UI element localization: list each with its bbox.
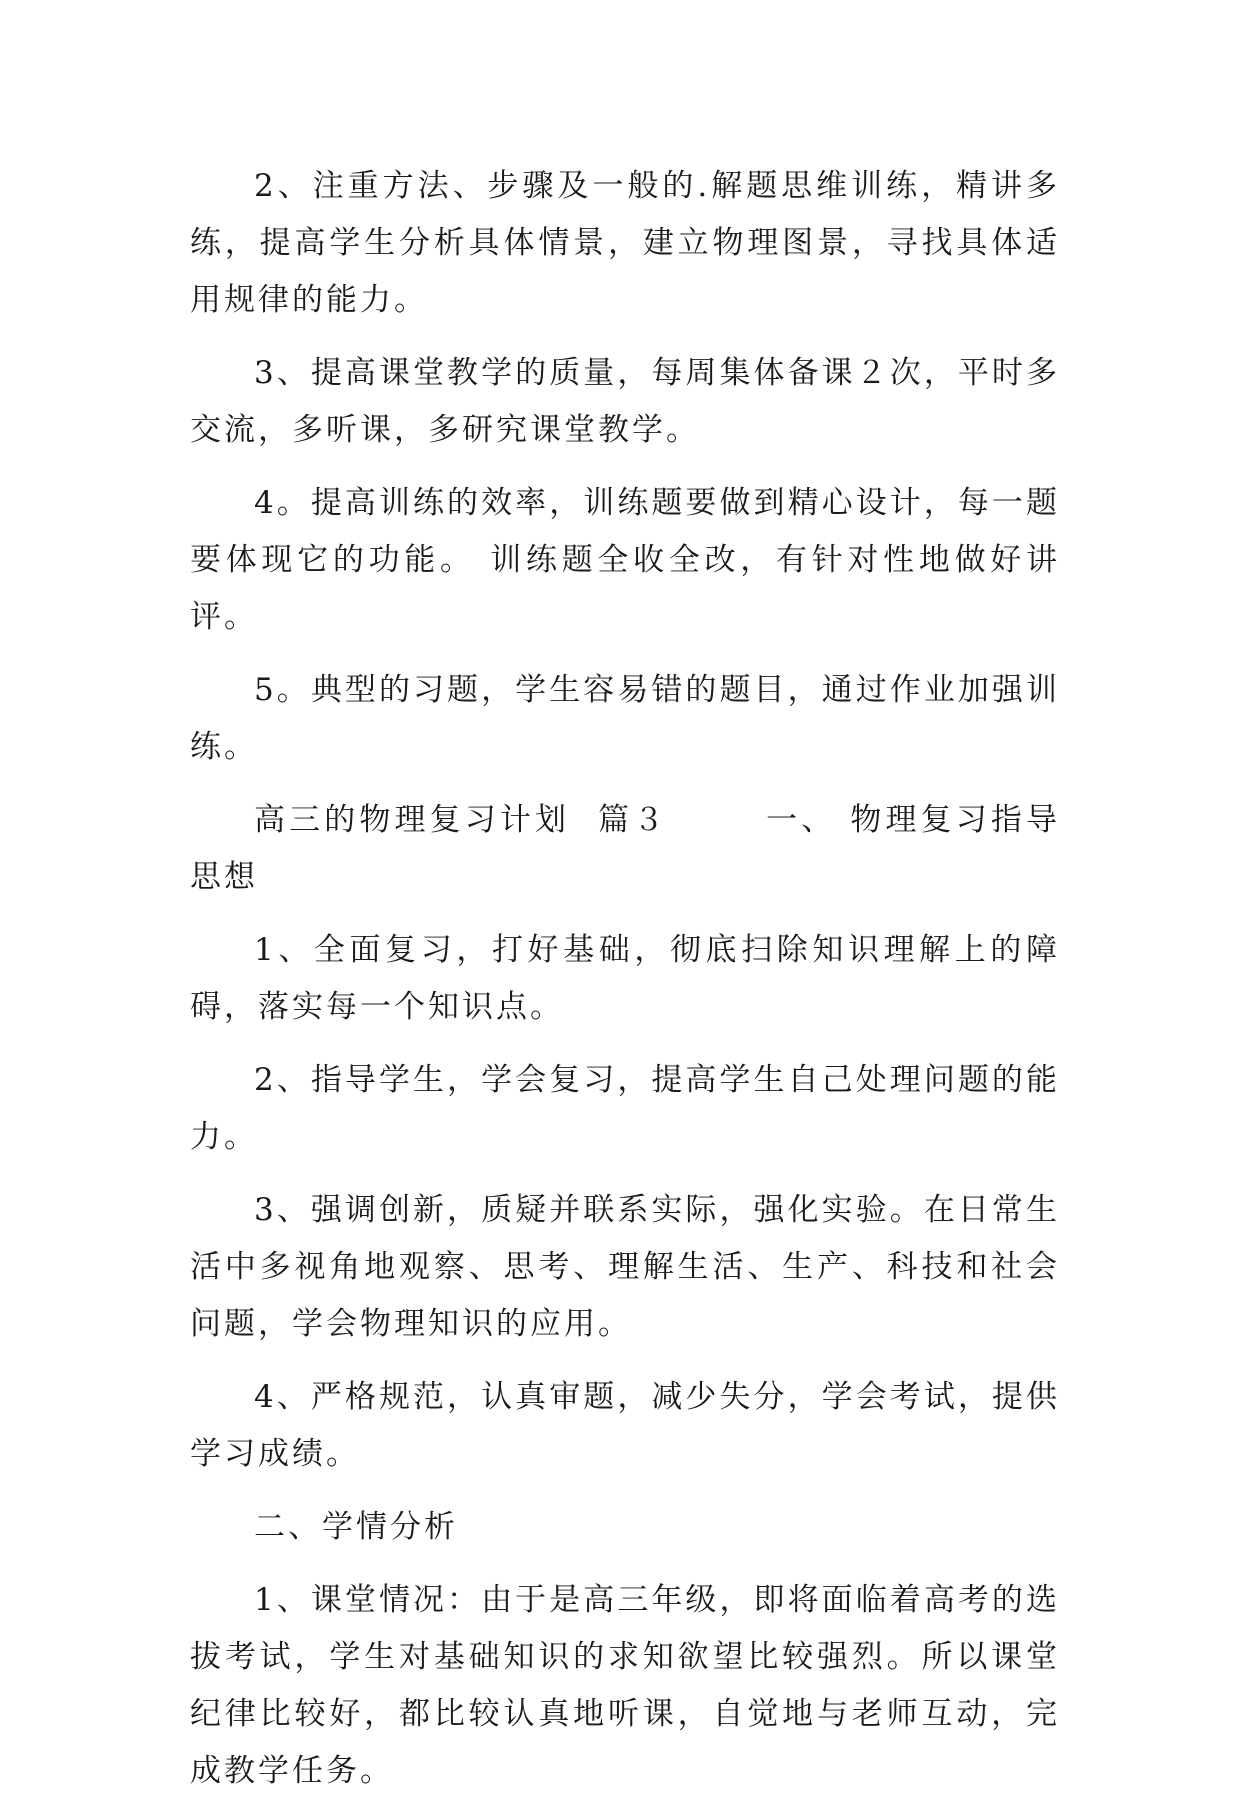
paragraph-method-training: 2、注重方法、步骤及一般的.解题思维训练，精讲多练，提高学生分析具体情景，建立物理图景，寻找具体适用规律的能力。 xyxy=(190,168,1060,318)
document-body xyxy=(190,158,1060,1816)
section-heading-student-analysis: 二、学情分析 xyxy=(254,1509,458,1545)
paragraph-comprehensive-review: 1、全面复习，打好基础，彻底扫除知识理解上的障碍，落实每一个知识点。 xyxy=(190,932,1060,1025)
paragraph-strict-standards: 4、严格规范，认真审题，减少失分，学会考试，提供学习成绩。 xyxy=(190,1379,1060,1472)
paragraph-guide-students: 2、指导学生，学会复习，提高学生自己处理问题的能力。 xyxy=(190,1062,1060,1155)
section-heading-plan-3: 高三的物理复习计划 篇３ 一、 物理复习指导思想 xyxy=(190,802,1060,895)
paragraph-classroom-situation: 1、课堂情况：由于是高三年级，即将面临着高考的选拔考试，学生对基础知识的求知欲望比较强烈。所以课堂纪律比较好，都比较认真地听课，自觉地与老师互动，完成教学任务。 xyxy=(190,1582,1060,1789)
paragraph-innovation: 3、强调创新，质疑并联系实际，强化实验。在日常生活中多视角地观察、思考、理解生活、生产、科技和社会问题，学会物理知识的应用。 xyxy=(190,1192,1060,1342)
paragraph-training-efficiency: 4。提高训练的效率，训练题要做到精心设计，每一题要体现它的功能。 训练题全收全改，有针对性地做好讲评。 xyxy=(190,485,1060,635)
paragraph-typical-exercises: 5。典型的习题，学生容易错的题目，通过作业加强训练。 xyxy=(190,672,1060,765)
paragraph-classroom-quality: 3、提高课堂教学的质量，每周集体备课２次，平时多交流，多听课，多研究课堂教学。 xyxy=(190,355,1060,448)
